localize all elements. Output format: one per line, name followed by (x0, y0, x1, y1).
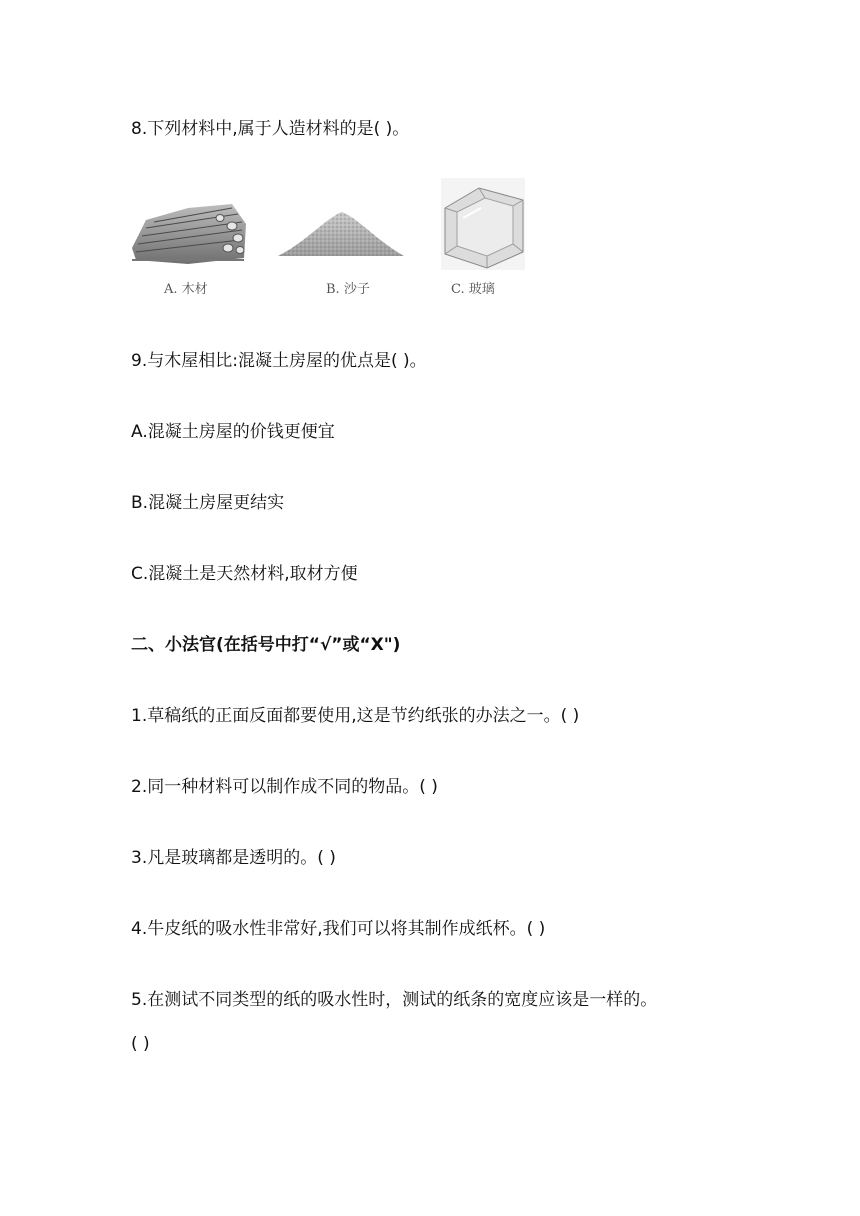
question-8: 8.下列材料中,属于人造材料的是( )。 (131, 119, 410, 139)
judge-item-3: 3.凡是玻璃都是透明的。( ) (131, 848, 336, 868)
judge-item-5: 5.在测试不同类型的纸的吸水性时，测试的纸条的宽度应该是一样的。 (131, 990, 658, 1010)
option-a-figure (128, 178, 248, 306)
judge-item-1: 1.草稿纸的正面反面都要使用,这是节约纸张的办法之一。( ) (131, 706, 580, 726)
option-b-figure (276, 178, 406, 306)
option-c-caption: C. 玻璃 (451, 282, 495, 297)
section-2-heading: 二、小法官(在括号中打“√”或“X") (131, 635, 401, 655)
glass-block-image (441, 178, 525, 270)
option-c-figure (441, 178, 525, 306)
question-9-option-b: B.混凝土房屋更结实 (131, 493, 285, 513)
judge-item-4: 4.牛皮纸的吸水性非常好,我们可以将其制作成纸杯。( ) (131, 919, 546, 939)
option-b-caption: B. 沙子 (326, 282, 370, 297)
question-9: 9.与木屋相比:混凝土房屋的优点是( )。 (131, 351, 427, 371)
question-9-option-c: C.混凝土是天然材料,取材方便 (131, 564, 358, 584)
judge-item-5-bracket: ( ) (131, 1034, 150, 1054)
question-9-option-a: A.混凝土房屋的价钱更便宜 (131, 422, 335, 442)
sand-pile-image (276, 178, 406, 270)
judge-item-2: 2.同一种材料可以制作成不同的物品。( ) (131, 777, 438, 797)
wood-logs-image (128, 178, 248, 270)
option-a-caption: A. 木材 (164, 282, 208, 297)
